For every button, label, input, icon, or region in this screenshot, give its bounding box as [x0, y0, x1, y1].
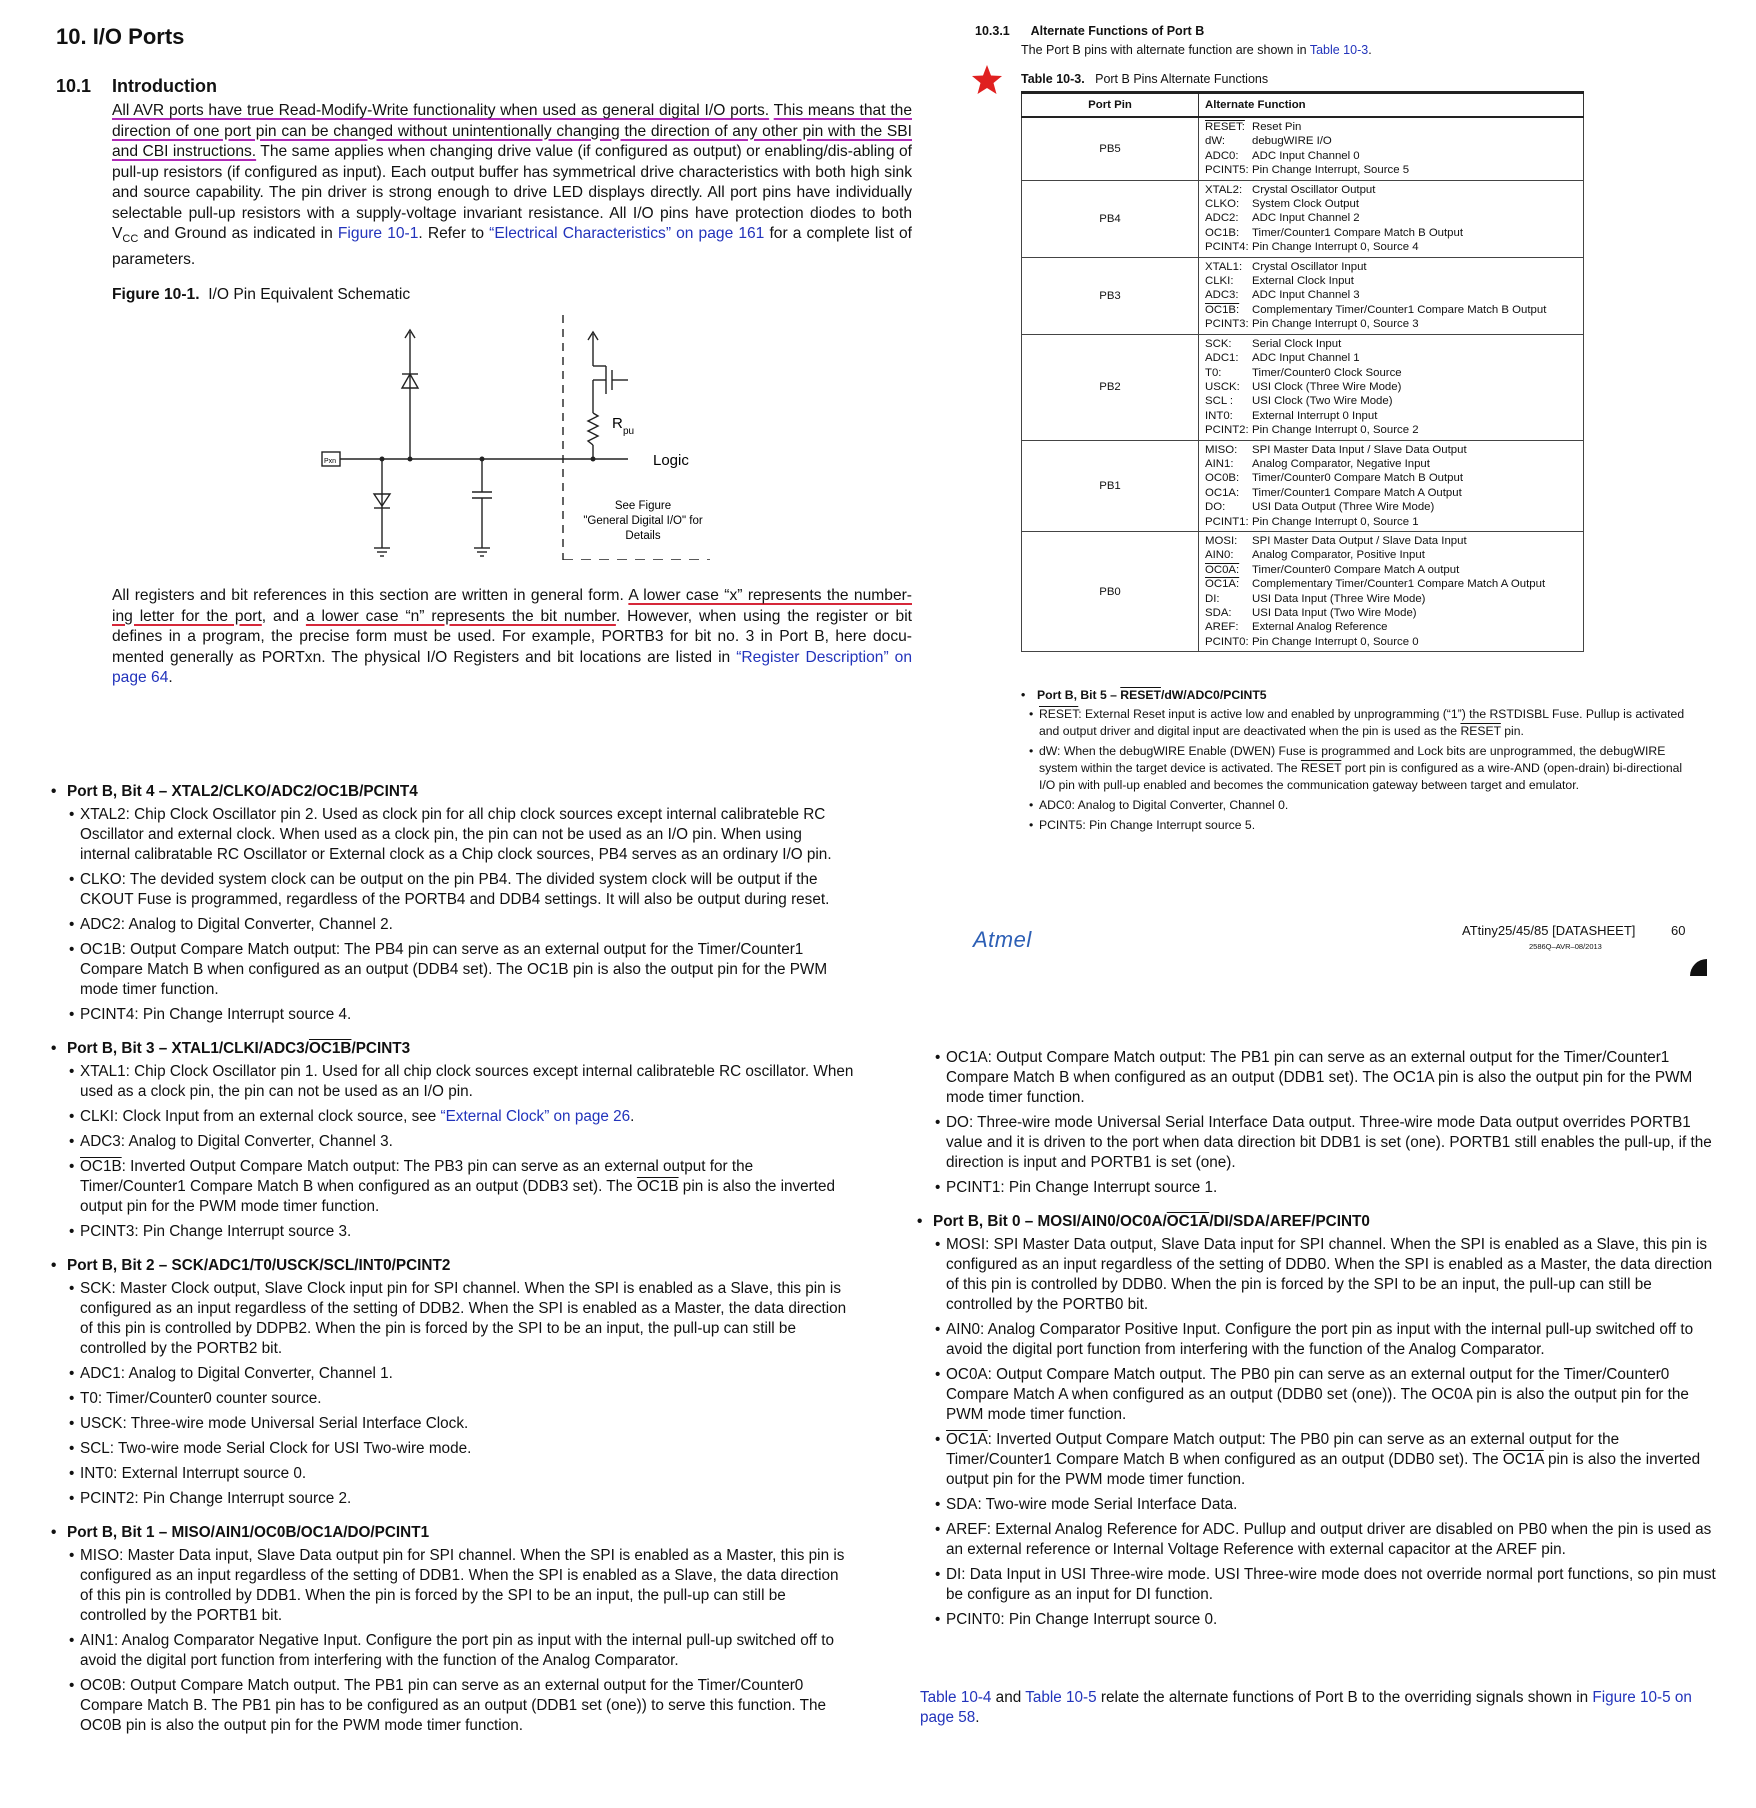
bit1-item: • MISO: Master Data input, Slave Data output pin for SPI channel. When the SPI is enabled as a Master, this pin is configured as an input regardless of the setting of DDB1. When the SPI is enabled as a Slave, the data direction of this pin is controlled by DDB1. When the pin is forced by the SPI to be an input, the pull-up can still be controlled by the PORTB1 bit. — [63, 1546, 855, 1626]
bit3-heading-ovl: OC1B — [308, 1040, 352, 1057]
external-clock-link[interactable]: “External Clock” on page 26 — [440, 1108, 631, 1125]
function-entry — [1205, 149, 1577, 163]
function-abbrev: DO: — [1205, 501, 1226, 514]
bit4-item: • ADC2: Analog to Digital Converter, Channel 2. — [63, 915, 855, 935]
function-abbrev: CLKO: — [1205, 198, 1240, 211]
function-desc: Pin Change Interrupt 0, Source 4 — [1252, 241, 1419, 254]
bit0-heading — [917, 1212, 1719, 1232]
bit0-mosi-item: • MOSI: SPI Master Data output, Slave Data input for SPI channel. When the SPI is enabled as a Slave, this pin is configured as an input regardless of the setting of DDB0. When the SPI is enabled as a Master, the data direction of this pin is controlled by DDB0. When the pin is forced by the SPI to be an input, the pull-up can still be controlled by the PORTB0 bit. — [929, 1235, 1719, 1315]
table-row — [1022, 257, 1584, 334]
table-row — [1022, 180, 1584, 257]
bit0-oc1a-item — [929, 1430, 1719, 1490]
oc1b-ovl: OC1B — [80, 1158, 122, 1175]
highlight-rmw: All AVR ports have true Read-Modify-Write functionality when used as general digital I/O ports. — [112, 102, 770, 119]
bit0-heading-b: /DI/SDA/AREF/PCINT0 — [1209, 1213, 1370, 1230]
intro-text-2: and Ground as indicated in — [138, 225, 338, 242]
table-row — [1022, 334, 1584, 440]
function-desc: Analog Comparator, Positive Input — [1252, 549, 1425, 562]
bit3-heading-a: Port B, Bit 3 – XTAL1/CLKI/ADC3/ — [67, 1040, 309, 1057]
function-desc: System Clock Output — [1252, 198, 1359, 211]
logic-label: Logic — [653, 452, 689, 469]
note-line-3: Details — [625, 530, 661, 542]
function-desc: Pin Change Interrupt 0, Source 2 — [1252, 424, 1419, 437]
bit0-di-item: • DI: Data Input in USI Three-wire mode. USI Three-wire mode does not override normal port functions, so pin must be configure as an input for DI function. — [929, 1565, 1719, 1605]
function-desc: debugWIRE I/O — [1252, 135, 1332, 148]
function-abbrev: AIN1: — [1205, 457, 1234, 470]
function-desc: Timer/Counter0 Compare Match B Output — [1252, 472, 1464, 485]
bit3-heading-b: /PCINT3 — [351, 1040, 411, 1057]
function-abbrev: ADC3: — [1205, 289, 1239, 302]
function-desc: USI Data Output (Three Wire Mode) — [1252, 501, 1435, 514]
bit2-item: • SCL: Two-wire mode Serial Clock for USI Two-wire mode. — [63, 1439, 855, 1459]
highlight-lower-n: a lower case “n” represents the bit number — [305, 607, 616, 625]
function-entry — [1205, 592, 1577, 606]
table-title: Port B Pins Alternate Functions — [1095, 72, 1269, 86]
function-entry — [1205, 486, 1577, 500]
function-abbrev: XTAL2: — [1205, 183, 1243, 196]
oc1a-ovl-2: OC1A — [1502, 1451, 1544, 1468]
figure-label: Figure 10-1. — [112, 286, 200, 303]
function-entry — [1205, 500, 1577, 514]
table-10-4-link[interactable]: Table 10-4 — [920, 1689, 992, 1706]
function-desc: Pin Change Interrupt 0, Source 1 — [1252, 515, 1419, 528]
right-bit-column — [929, 1048, 1719, 1644]
function-abbrev: OC0B: — [1205, 472, 1240, 485]
reset-ovl: RESET — [1039, 707, 1079, 721]
function-abbrev: PCINT2: — [1205, 424, 1249, 437]
port-pin-cell: PB3 — [1022, 257, 1199, 334]
function-entry — [1205, 226, 1577, 240]
table-header-row — [1022, 93, 1584, 118]
figure-10-5-link[interactable]: Figure 10-5 on page 58 — [920, 1689, 1692, 1726]
bit5-heading-b: /dW/ADC0/PCINT5 — [1160, 688, 1267, 702]
function-entry — [1205, 635, 1577, 649]
function-abbrev: AIN0: — [1205, 549, 1234, 562]
intro-text-3: . Refer to — [418, 225, 490, 242]
bit2-heading: • Port B, Bit 2 – SCK/ADC1/T0/USCK/SCL/INT0/PCINT2 — [51, 1256, 855, 1276]
bit3-oc1b-item — [63, 1157, 855, 1217]
bit4-item: • CLKO: The devided system clock can be output on the pin PB4. The divided system clock will be output if the CKOUT Fuse is programmed, regardless of the PORTB4 and DDB4 settings. It will also be output during reset. — [63, 870, 855, 910]
dw-text-end: port pin is configured as a wire-AND (open-drain) bi-directional I/O pin with pull-up enabled and becomes the communication gateway between target and emulator. — [1039, 761, 1683, 792]
bit3-xtal1-item: • XTAL1: Chip Clock Oscillator pin 1. Used for all chip clock sources except internal calibrateble RC oscillator. When used as a clock pin, the pin can not be used as an I/O pin. — [63, 1062, 855, 1102]
function-entry — [1205, 183, 1577, 197]
col-port-pin: Port Pin — [1022, 93, 1199, 118]
alternate-function-cell — [1199, 440, 1584, 531]
star-icon — [971, 64, 1003, 96]
bit2-item: • SCK: Master Clock output, Slave Clock input pin for SPI channel. When the SPI is enabled as a Slave, this pin is configured as an input regardless of the setting of DDB2. When the SPI is enabled as a Master, the data direction of this pin is controlled by DDPB2. When the pin is forced by the SPI to be an input, the pull-up can still be controlled by the PORTB2 bit. — [63, 1279, 855, 1359]
function-abbrev: SDA: — [1205, 607, 1232, 619]
port-pin-cell: PB1 — [1022, 440, 1199, 531]
function-desc: Timer/Counter1 Compare Match B Output — [1252, 226, 1464, 239]
function-entry — [1205, 471, 1577, 485]
bit2-item: • T0: Timer/Counter0 counter source. — [63, 1389, 855, 1409]
pxn-label: Pxn — [324, 458, 337, 465]
bit1-continued — [929, 1048, 1719, 1198]
intro-paragraph — [112, 101, 912, 270]
bit2-section — [63, 1256, 855, 1509]
function-entry — [1205, 366, 1577, 380]
bit1-cont-item: • OC1A: Output Compare Match output: The PB1 pin can serve as an external output for the Timer/Counter1 Compare Match B when configured as an output (DDB1 set). The OC1A pin is also the output pin for the PWM mode timer function. — [929, 1048, 1719, 1108]
io-pin-schematic — [310, 310, 710, 560]
function-desc: ADC Input Channel 1 — [1252, 352, 1360, 365]
function-entry — [1205, 380, 1577, 394]
closing-text-1: and — [991, 1689, 1026, 1706]
closing-paragraph — [920, 1688, 1722, 1728]
function-desc: Reset Pin — [1252, 121, 1302, 133]
bit2-item: • USCK: Three-wire mode Universal Serial Interface Clock. — [63, 1414, 855, 1434]
col-alternate-function: Alternate Function — [1199, 93, 1584, 118]
function-abbrev: SCK: — [1205, 337, 1232, 350]
function-abbrev: MISO: — [1205, 443, 1238, 456]
bit5-section — [1021, 687, 1686, 837]
subsection-heading — [975, 24, 1204, 38]
bit4-item: • OC1B: Output Compare Match output: The PB4 pin can serve as an external output for the Timer/Counter1 Compare Match B when configured as an output (DDB4 set). The OC1B pin is also the output pin for the PWM mode timer function. — [63, 940, 855, 1000]
bit5-adc0-item: • ADC0: Analog to Digital Converter, Channel 0. — [1021, 797, 1686, 814]
bit1-item: • OC0B: Output Compare Match output. The PB1 pin can serve as an external output for the Timer/Counter0 Compare Match B. The PB1 pin has to be configured as an output (DDB1 set (one)) to serve this function. The OC0B pin is also the output pin for the PWM mode timer function. — [63, 1676, 855, 1736]
bit5-pcint5-item: • PCINT5: Pin Change Interrupt source 5. — [1021, 817, 1686, 834]
bit3-clki-item — [63, 1107, 855, 1127]
function-entry — [1205, 351, 1577, 365]
electrical-characteristics-link[interactable]: “Electrical Characteristics” on page 161 — [489, 225, 765, 242]
function-abbrev: RESET: — [1205, 121, 1245, 133]
bit5-dw-item — [1021, 743, 1686, 794]
note-line-1: See Figure — [614, 500, 672, 512]
rpu-subscript: pu — [623, 426, 635, 437]
alternate-function-cell — [1199, 334, 1584, 440]
table-row — [1022, 117, 1584, 180]
oc1b-text-end: pin is also the inverted output pin for the PWM mode timer function. — [80, 1178, 836, 1215]
function-entry — [1205, 337, 1577, 351]
alternate-function-cell — [1199, 180, 1584, 257]
function-entry — [1205, 211, 1577, 225]
function-entry — [1205, 423, 1577, 437]
function-entry — [1205, 457, 1577, 471]
highlight-direction: This means that the direction of one port pin can be changed without unintentionally changing the direction of any other pin with the SBI and CBI instructions. — [112, 102, 912, 160]
function-abbrev: USCK: — [1205, 380, 1240, 393]
function-entry — [1205, 303, 1577, 317]
function-entry — [1205, 134, 1577, 148]
clki-end: . — [630, 1108, 635, 1125]
function-desc: USI Data Input (Two Wire Mode) — [1252, 607, 1417, 619]
function-abbrev: OC1A: — [1205, 486, 1240, 499]
dw-text: dW: When the debugWIRE Enable (DWEN) Fuse is programmed and Lock bits are unprogrammed, the debugWIRE system within the target device is activated. The — [1039, 744, 1666, 775]
function-abbrev: PCINT4: — [1205, 241, 1249, 254]
function-desc: Crystal Oscillator Input — [1252, 260, 1367, 273]
footer-doc-title: ATtiny25/45/85 [DATASHEET] — [1462, 923, 1636, 938]
function-desc: External Interrupt 0 Input — [1252, 409, 1378, 422]
oc1a-text-end: pin is also the inverted output pin for the PWM mode timer function. — [946, 1451, 1701, 1488]
corner-mark — [1690, 959, 1707, 976]
function-abbrev: DI: — [1205, 592, 1220, 605]
closing-text-3: . — [975, 1709, 980, 1726]
gf-text-4: . — [168, 669, 173, 686]
function-desc: Pin Change Interrupt 0, Source 3 — [1252, 318, 1419, 331]
function-desc: ADC Input Channel 0 — [1252, 149, 1360, 162]
function-desc: Pin Change Interrupt 0, Source 0 — [1252, 635, 1419, 648]
table-10-3-link[interactable]: Table 10-3 — [1309, 43, 1369, 57]
bit2-item: • INT0: External Interrupt source 0. — [63, 1464, 855, 1484]
port-pin-cell: PB5 — [1022, 117, 1199, 180]
bit5-reset-item — [1021, 706, 1686, 740]
bit0-heading-a: Port B, Bit 0 – MOSI/AIN0/OC0A/ — [933, 1213, 1167, 1230]
subsection-title: Alternate Functions of Port B — [1030, 24, 1205, 38]
oc1a-ovl: OC1A — [946, 1431, 988, 1448]
alternate-function-cell — [1199, 257, 1584, 334]
function-desc: Serial Clock Input — [1252, 337, 1342, 350]
register-description-link[interactable]: “Register Description” on page 64 — [112, 648, 912, 686]
sub-intro-text: The Port B pins with alternate function are shown in — [1021, 43, 1310, 57]
section-number: 10.1 — [56, 76, 92, 96]
function-entry — [1205, 317, 1577, 331]
function-abbrev: PCINT5: — [1205, 164, 1249, 177]
function-desc: Pin Change Interrupt, Source 5 — [1252, 164, 1410, 177]
function-abbrev: dW: — [1205, 135, 1226, 148]
function-desc: External Clock Input — [1252, 275, 1354, 288]
bit5-heading-a: Port B, Bit 5 – — [1037, 688, 1121, 702]
footer-page-number: 60 — [1671, 923, 1686, 938]
function-abbrev: XTAL1: — [1205, 260, 1243, 273]
function-entry — [1205, 409, 1577, 423]
bit3-section — [63, 1039, 855, 1242]
function-abbrev: PCINT3: — [1205, 318, 1249, 331]
function-desc: USI Data Input (Three Wire Mode) — [1252, 592, 1426, 605]
bit0-heading-ovl: OC1A — [1166, 1213, 1210, 1230]
bit0-aref-item: • AREF: External Analog Reference for ADC. Pullup and output driver are disabled on PB0 when the pin is used as an external reference or Internal Voltage Reference with external capacitor at the AREF pin. — [929, 1520, 1719, 1560]
function-abbrev: OC1B: — [1205, 303, 1240, 316]
function-entry — [1205, 620, 1577, 634]
function-abbrev: OC1A: — [1205, 578, 1240, 591]
port-pin-cell: PB2 — [1022, 334, 1199, 440]
chapter-title: 10. I/O Ports — [56, 24, 185, 49]
function-entry — [1205, 120, 1577, 134]
reset-ovl-2: RESET — [1460, 724, 1501, 738]
bit3-adc3-item: • ADC3: Analog to Digital Converter, Channel 3. — [63, 1132, 855, 1152]
bit0-oc0a-item: • OC0A: Output Compare Match output. The PB0 pin can serve as an external output for the Timer/Counter0 Compare Match A when configured as an output (DDB0 set (one)). The OC0A pin is also the output pin for the PWM mode timer function. — [929, 1365, 1719, 1425]
port-pin-cell: PB0 — [1022, 531, 1199, 651]
general-form-paragraph — [112, 586, 912, 689]
function-entry — [1205, 577, 1577, 591]
reset-text: : External Reset input is active low and enabled by unprogramming (“1”) the RSTDISBL Fuse. Pullup is activated and output driver and digital input are deactivated when the pin is used as the — [1039, 707, 1685, 738]
function-desc: Timer/Counter0 Compare Match A output — [1252, 563, 1460, 576]
bit1-section — [63, 1523, 855, 1736]
function-entry — [1205, 548, 1577, 562]
figure-title: I/O Pin Equivalent Schematic — [208, 286, 411, 303]
reset-text-end: pin. — [1500, 724, 1524, 738]
bit1-cont-item: • DO: Three-wire mode Universal Serial Interface Data output. Three-wire mode Data output overrides PORTB1 value and it is driven to the port when data direction bit DDB1 is set (one). PORTB1 still enables the pull-up, if the direction is input and PORTB1 is set (one). — [929, 1113, 1719, 1173]
section-title: Introduction — [112, 76, 217, 96]
function-abbrev: MOSI: — [1205, 534, 1238, 547]
bit5-heading-reset: RESET — [1120, 688, 1161, 702]
function-abbrev: INT0: — [1205, 409, 1233, 422]
function-entry — [1205, 515, 1577, 529]
subsection-intro — [1021, 43, 1372, 57]
intro-text-4: for a complete list of parameters. — [112, 225, 913, 268]
function-desc: Timer/Counter0 Clock Source — [1252, 366, 1402, 379]
bit4-section — [63, 782, 855, 1025]
bit3-heading — [51, 1039, 855, 1059]
oc1b-text: : Inverted Output Compare Match output: The PB3 pin can serve as an external output for the Timer/Counter1 Compare Match B when configured as an output (DDB3 set). The — [80, 1158, 754, 1195]
function-abbrev: PCINT1: — [1205, 515, 1249, 528]
function-abbrev: ADC2: — [1205, 212, 1239, 225]
bit1-item: • AIN1: Analog Comparator Negative Input. Configure the port pin as input with the internal pull-up switched off to avoid the digital port function from interfering with the function of the Analog Comparator. — [63, 1631, 855, 1671]
function-entry — [1205, 274, 1577, 288]
function-desc: ADC Input Channel 3 — [1252, 289, 1360, 302]
function-desc: Complementary Timer/Counter1 Compare Match B Output — [1252, 303, 1547, 316]
alternate-function-cell — [1199, 531, 1584, 651]
function-entry — [1205, 606, 1577, 620]
function-desc: Timer/Counter1 Compare Match A Output — [1252, 486, 1462, 499]
bit1-cont-item: • PCINT1: Pin Change Interrupt source 1. — [929, 1178, 1719, 1198]
table-label: Table 10-3. — [1021, 72, 1085, 86]
subsection-number: 10.3.1 — [975, 24, 1010, 38]
bit0-ain0-item: • AIN0: Analog Comparator Positive Input. Configure the port pin as input with the internal pull-up switched off to avoid the digital port function from interfering with the function of the Analog Comparator. — [929, 1320, 1719, 1360]
sub-intro-end: . — [1368, 43, 1372, 57]
function-abbrev: ADC0: — [1205, 149, 1239, 162]
bit4-heading: • Port B, Bit 4 – XTAL2/CLKO/ADC2/OC1B/PCINT4 — [51, 782, 855, 802]
atmel-logo: Atmel — [973, 927, 1032, 952]
gf-text-3: . However, when using the register or bit defines in a program, the precise form must be used. For example, PORTB3 for bit no. 3 in Port B, here docu-mented generally as PORTxn. The physical I/O Registers and bit locations are listed in — [112, 607, 913, 666]
bit0-section — [929, 1212, 1719, 1630]
gf-text-1: All registers and bit references in this section are written in general form. — [112, 587, 629, 604]
bit3-pcint3-item: • PCINT3: Pin Change Interrupt source 3. — [63, 1222, 855, 1242]
bit2-item: • ADC1: Analog to Digital Converter, Channel 1. — [63, 1364, 855, 1384]
bit2-item: • PCINT2: Pin Change Interrupt source 2. — [63, 1489, 855, 1509]
table-row — [1022, 531, 1584, 651]
figure-10-1-link[interactable]: Figure 10-1 — [337, 225, 419, 242]
function-abbrev: PCINT0: — [1205, 635, 1249, 648]
alternate-functions-table — [1021, 91, 1584, 652]
function-desc: Complementary Timer/Counter1 Compare Match A Output — [1252, 578, 1546, 591]
function-desc: SPI Master Data Input / Slave Data Output — [1252, 443, 1467, 456]
function-desc: Analog Comparator, Negative Input — [1252, 457, 1430, 470]
function-entry — [1205, 288, 1577, 302]
function-abbrev: T0: — [1205, 366, 1222, 379]
rpu-label: R — [612, 415, 623, 432]
clki-text: CLKI: Clock Input from an external clock source, see — [80, 1108, 441, 1125]
function-abbrev: OC0A: — [1205, 563, 1240, 576]
intro-text: The same applies when changing drive value (if configured as output) or enabling/dis-abling of pull-up resistors (if configured as input). Each output buffer has symmetrical drive characteristics with both high sink and source capability. The pin driver is strong enough to drive LED displays directly. All port pins have individually selectable pull-up resistors with a supply-voltage invariant resistance. All I/O pins have protection diodes to both V — [112, 143, 912, 242]
function-desc: USI Clock (Two Wire Mode) — [1252, 395, 1393, 408]
function-desc: Crystal Oscillator Output — [1252, 183, 1376, 196]
function-desc: USI Clock (Three Wire Mode) — [1252, 380, 1402, 393]
function-entry — [1205, 197, 1577, 211]
function-entry — [1205, 534, 1577, 548]
table-row — [1022, 440, 1584, 531]
bit0-sda-item: • SDA: Two-wire mode Serial Interface Data. — [929, 1495, 1719, 1515]
bit1-heading: • Port B, Bit 1 – MISO/AIN1/OC0B/OC1A/DO/PCINT1 — [51, 1523, 855, 1543]
alternate-function-cell — [1199, 117, 1584, 180]
highlight-lower-x: A lower case “x” represents the number-ing letter for the port — [112, 587, 912, 625]
function-entry — [1205, 163, 1577, 177]
table-caption — [1021, 72, 1268, 86]
function-abbrev: CLKI: — [1205, 275, 1234, 288]
oc1a-text: : Inverted Output Compare Match output: The PB0 pin can serve as an external output for the Timer/Counter1 Compare Match B when configured as an output (DDB0 set). The — [946, 1431, 1620, 1468]
function-abbrev: OC1B: — [1205, 226, 1240, 239]
dw-reset-ovl: RESET — [1300, 761, 1342, 775]
oc1b-ovl-2: OC1B — [636, 1178, 679, 1195]
left-bit-column — [63, 782, 855, 1750]
bit0-pcint0-item: • PCINT0: Pin Change Interrupt source 0. — [929, 1610, 1719, 1630]
function-desc: External Analog Reference — [1252, 621, 1388, 634]
function-desc: ADC Input Channel 2 — [1252, 212, 1360, 225]
function-entry — [1205, 563, 1577, 577]
function-abbrev: SCL : — [1205, 395, 1234, 408]
footer-doc-code: 2586Q–AVR–08/2013 — [1529, 942, 1602, 951]
table-10-5-link[interactable]: Table 10-5 — [1025, 1689, 1097, 1706]
vcc-subscript: CC — [122, 233, 139, 246]
bit5-heading: • Port B, Bit 5 – RESET/dW/ADC0/PCINT5 — [1021, 688, 1267, 702]
function-abbrev: AREF: — [1205, 621, 1239, 634]
function-desc: SPI Master Data Output / Slave Data Input — [1252, 534, 1467, 547]
function-entry — [1205, 443, 1577, 457]
function-abbrev: ADC1: — [1205, 352, 1239, 365]
function-entry — [1205, 394, 1577, 408]
bit4-item: • XTAL2: Chip Clock Oscillator pin 2. Used as clock pin for all chip clock sources except internal calibrateble RC Oscillator and external clock. When used as a clock pin, the pin can not be used as an I/O pin. When using internal calibratable RC Oscillator or External clock as a Chip clock sources, PB4 serves as an ordinary I/O pin. — [63, 805, 855, 865]
function-entry — [1205, 260, 1577, 274]
port-pin-cell: PB4 — [1022, 180, 1199, 257]
closing-text-2: relate the alternate functions of Port B to the overriding signals shown in — [1096, 1689, 1593, 1706]
figure-caption — [112, 286, 410, 304]
function-entry — [1205, 240, 1577, 254]
bit4-item: • PCINT4: Pin Change Interrupt source 4. — [63, 1005, 855, 1025]
note-line-2: "General Digital I/O" for — [583, 515, 703, 527]
gf-text-2: , and — [261, 607, 306, 625]
